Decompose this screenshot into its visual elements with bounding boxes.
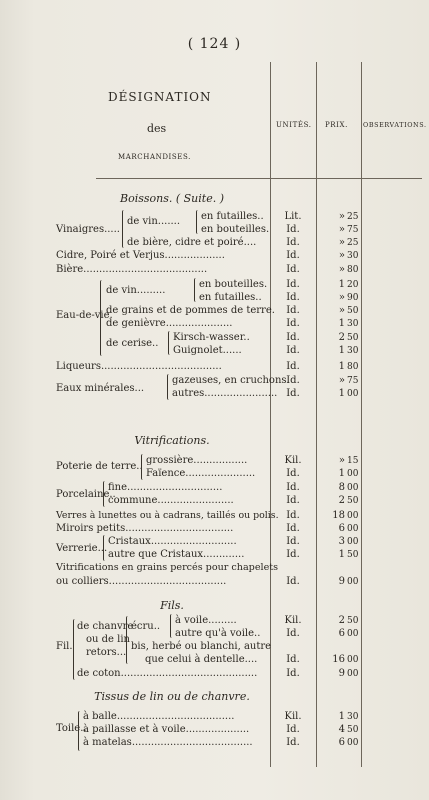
section-vitrifications: Vitrifications. bbox=[134, 434, 210, 447]
label-a-voile: à voile......... bbox=[175, 615, 237, 626]
label-verrerie: Verrerie... bbox=[56, 543, 108, 554]
label-en-bouteilles: en bouteilles. bbox=[199, 279, 268, 290]
unit: Id. bbox=[286, 332, 300, 343]
price-francs: 8 bbox=[338, 482, 345, 493]
label-vitrif-grains-2: ou colliers..................................... bbox=[56, 576, 227, 587]
price-cents: 00 bbox=[347, 669, 359, 679]
unit: Id. bbox=[286, 292, 300, 303]
price-francs: » bbox=[338, 375, 345, 386]
unit: Id. bbox=[286, 495, 300, 506]
unit: Id. bbox=[286, 668, 300, 679]
price-cents: 50 bbox=[347, 550, 359, 560]
brace bbox=[168, 331, 172, 355]
label-ecru: écru.. bbox=[131, 621, 161, 632]
price-cents: 00 bbox=[347, 537, 359, 547]
price-cents: 15 bbox=[347, 456, 359, 466]
price-cents: 50 bbox=[347, 333, 359, 343]
unit: Id. bbox=[286, 279, 300, 290]
price-francs: 1 bbox=[338, 388, 345, 399]
unit: Lit. bbox=[284, 211, 302, 222]
unit: Id. bbox=[286, 523, 300, 534]
unit: Id. bbox=[286, 250, 300, 261]
brace bbox=[141, 454, 145, 480]
unit: Id. bbox=[286, 318, 300, 329]
label-de-genievre: de genièvre..................... bbox=[106, 318, 233, 329]
unit: Id. bbox=[286, 361, 300, 372]
unit: Id. bbox=[286, 345, 300, 356]
unit: Kil. bbox=[284, 455, 302, 466]
label-en-bouteilles: en bouteilles. bbox=[201, 224, 270, 235]
price-francs: 18 bbox=[332, 510, 345, 521]
price-francs: 9 bbox=[338, 576, 345, 587]
label-de-cerise: de cerise.. bbox=[106, 338, 159, 349]
label-en-futailles: en futailles.. bbox=[199, 292, 262, 303]
price-francs: 6 bbox=[338, 628, 345, 639]
label-liqueurs: Liqueurs...................................... bbox=[56, 361, 222, 372]
label-de-biere: de bière, cidre et poiré.... bbox=[127, 237, 257, 248]
brace bbox=[196, 210, 200, 234]
price-cents: 30 bbox=[347, 319, 359, 329]
price-francs: 1 bbox=[338, 711, 345, 722]
label-eau-de-vie: Eau-de-vie. bbox=[56, 310, 113, 321]
unit: Id. bbox=[286, 305, 300, 316]
brace bbox=[103, 535, 107, 561]
unit: Id. bbox=[286, 654, 300, 665]
price-francs: » bbox=[338, 237, 345, 248]
label-faience: Faïence...................... bbox=[146, 468, 256, 479]
section-fils: Fils. bbox=[160, 599, 184, 612]
unit: Id. bbox=[286, 224, 300, 235]
brace bbox=[167, 374, 171, 400]
unit: Id. bbox=[286, 628, 300, 639]
brace bbox=[103, 481, 107, 507]
price-cents: 00 bbox=[347, 511, 359, 521]
label-miroirs: Miroirs petits.................................. bbox=[56, 523, 234, 534]
price-cents: 00 bbox=[347, 389, 359, 399]
section-tissus: Tissus de lin ou de chanvre. bbox=[94, 690, 250, 703]
label-de-chanvre: de chanvre bbox=[77, 621, 134, 632]
label-de-vin: de vin....... bbox=[127, 216, 181, 227]
label-de-grains: de grains et de pommes de terre. bbox=[106, 305, 275, 316]
price-francs: » bbox=[338, 250, 345, 261]
label-en-futailles: en futailles.. bbox=[201, 211, 264, 222]
label-de-coton: de coton........................................... bbox=[77, 668, 258, 679]
label-cristaux: Cristaux........................... bbox=[108, 536, 237, 547]
price-francs: 1 bbox=[338, 279, 345, 290]
label-verres: Verres à lunettes ou à cadrans, taillés ou polis. bbox=[56, 510, 279, 521]
unit: Id. bbox=[286, 237, 300, 248]
price-francs: 6 bbox=[338, 523, 345, 534]
label-porcelaine: Porcelaine.. bbox=[56, 489, 116, 500]
price-francs: 1 bbox=[338, 345, 345, 356]
header-des: des bbox=[147, 122, 167, 135]
label-autres: autres....................... bbox=[172, 388, 278, 399]
unit: Id. bbox=[286, 468, 300, 479]
price-cents: 30 bbox=[347, 346, 359, 356]
price-cents: 50 bbox=[347, 616, 359, 626]
column-rule bbox=[361, 62, 362, 767]
price-francs: 1 bbox=[338, 468, 345, 479]
label-a-paillasse: à paillasse et à voile.................... bbox=[83, 724, 250, 735]
header-prix: PRIX. bbox=[325, 121, 348, 129]
unit: Kil. bbox=[284, 711, 302, 722]
price-francs: 16 bbox=[332, 654, 345, 665]
price-cents: 90 bbox=[347, 293, 359, 303]
unit: Id. bbox=[286, 536, 300, 547]
label-eaux-minerales: Eaux minérales... bbox=[56, 383, 145, 394]
price-francs: » bbox=[338, 224, 345, 235]
label-toile: Toile.. bbox=[56, 723, 87, 734]
label-kirsch: Kirsch-wasser.. bbox=[173, 332, 250, 343]
label-biere: Bière....................................... bbox=[56, 264, 208, 275]
label-autre-qua-voile: autre qu'à voile.. bbox=[175, 628, 261, 639]
unit: Id. bbox=[286, 482, 300, 493]
label-guignolet: Guignolet...... bbox=[173, 345, 242, 356]
price-francs: » bbox=[338, 292, 345, 303]
header-unites: UNITÉS. bbox=[276, 121, 312, 129]
price-francs: 4 bbox=[338, 724, 345, 735]
price-cents: 75 bbox=[347, 376, 359, 386]
price-cents: 30 bbox=[347, 712, 359, 722]
price-francs: » bbox=[338, 211, 345, 222]
price-cents: 50 bbox=[347, 306, 359, 316]
price-francs: 1 bbox=[338, 549, 345, 560]
header-observations: OBSERVATIONS. bbox=[363, 121, 427, 129]
price-francs: 2 bbox=[338, 615, 345, 626]
label-de-chanvre-2: ou de lin bbox=[86, 634, 130, 645]
label-de-vin-edv: de vin......... bbox=[106, 285, 166, 296]
unit: Id. bbox=[286, 510, 300, 521]
price-francs: 2 bbox=[338, 495, 345, 506]
label-cidre: Cidre, Poiré et Verjus................... bbox=[56, 250, 225, 261]
brace bbox=[78, 711, 82, 751]
label-vinaigres: Vinaigres..... bbox=[56, 224, 120, 235]
price-cents: 20 bbox=[347, 280, 359, 290]
section-boissons: Boissons. ( Suite. ) bbox=[119, 192, 224, 205]
price-cents: 25 bbox=[347, 212, 359, 222]
price-francs: » bbox=[338, 305, 345, 316]
brace bbox=[122, 210, 126, 248]
price-cents: 00 bbox=[347, 655, 359, 665]
price-cents: 00 bbox=[347, 738, 359, 748]
price-cents: 80 bbox=[347, 265, 359, 275]
brace bbox=[100, 280, 104, 356]
column-rule bbox=[316, 62, 317, 767]
unit: Id. bbox=[286, 576, 300, 587]
header-rule bbox=[96, 178, 422, 179]
page-number: ( 124 ) bbox=[187, 36, 242, 52]
label-a-matelas: à matelas...................................... bbox=[83, 737, 253, 748]
label-autre-que-cristaux: autre que Cristaux............. bbox=[108, 549, 245, 560]
price-francs: » bbox=[338, 455, 345, 466]
label-vitrif-grains: Vitrifications en grains percés pour chapelets bbox=[56, 562, 279, 573]
price-cents: 00 bbox=[347, 524, 359, 534]
price-cents: 30 bbox=[347, 251, 359, 261]
price-francs: 3 bbox=[338, 536, 345, 547]
price-cents: 25 bbox=[347, 238, 359, 248]
unit: Id. bbox=[286, 549, 300, 560]
brace bbox=[170, 614, 174, 638]
label-bis-2: que celui à dentelle.... bbox=[145, 654, 258, 665]
label-fil: Fil. bbox=[56, 641, 73, 652]
unit: Kil. bbox=[284, 615, 302, 626]
unit: Id. bbox=[286, 737, 300, 748]
label-bis: bis, herbé ou blanchi, autre bbox=[131, 641, 272, 652]
brace bbox=[126, 616, 130, 664]
label-commune: commune........................ bbox=[108, 495, 234, 506]
price-francs: 9 bbox=[338, 668, 345, 679]
label-fine: fine.............................. bbox=[108, 482, 223, 493]
unit: Id. bbox=[286, 264, 300, 275]
price-cents: 00 bbox=[347, 577, 359, 587]
price-cents: 75 bbox=[347, 225, 359, 235]
header-designation: DÉSIGNATION bbox=[108, 90, 212, 104]
price-cents: 50 bbox=[347, 496, 359, 506]
price-francs: 1 bbox=[338, 361, 345, 372]
label-a-balle: à balle..................................... bbox=[83, 711, 235, 722]
header-marchandises: MARCHANDISES. bbox=[118, 153, 191, 161]
label-grossiere: grossière................. bbox=[146, 455, 248, 466]
price-cents: 00 bbox=[347, 483, 359, 493]
price-cents: 50 bbox=[347, 725, 359, 735]
price-cents: 00 bbox=[347, 469, 359, 479]
label-gazeuses: gazeuses, en cruchons. bbox=[172, 375, 290, 386]
price-francs: 2 bbox=[338, 332, 345, 343]
unit: Id. bbox=[286, 375, 300, 386]
label-poterie: Poterie de terre.. bbox=[56, 461, 143, 472]
price-cents: 80 bbox=[347, 362, 359, 372]
brace bbox=[194, 278, 198, 302]
column-rule bbox=[270, 62, 271, 767]
price-francs: » bbox=[338, 264, 345, 275]
price-francs: 6 bbox=[338, 737, 345, 748]
unit: Id. bbox=[286, 724, 300, 735]
unit: Id. bbox=[286, 388, 300, 399]
price-cents: 00 bbox=[347, 629, 359, 639]
label-de-chanvre-3: retors... bbox=[86, 647, 127, 658]
price-francs: 1 bbox=[338, 318, 345, 329]
